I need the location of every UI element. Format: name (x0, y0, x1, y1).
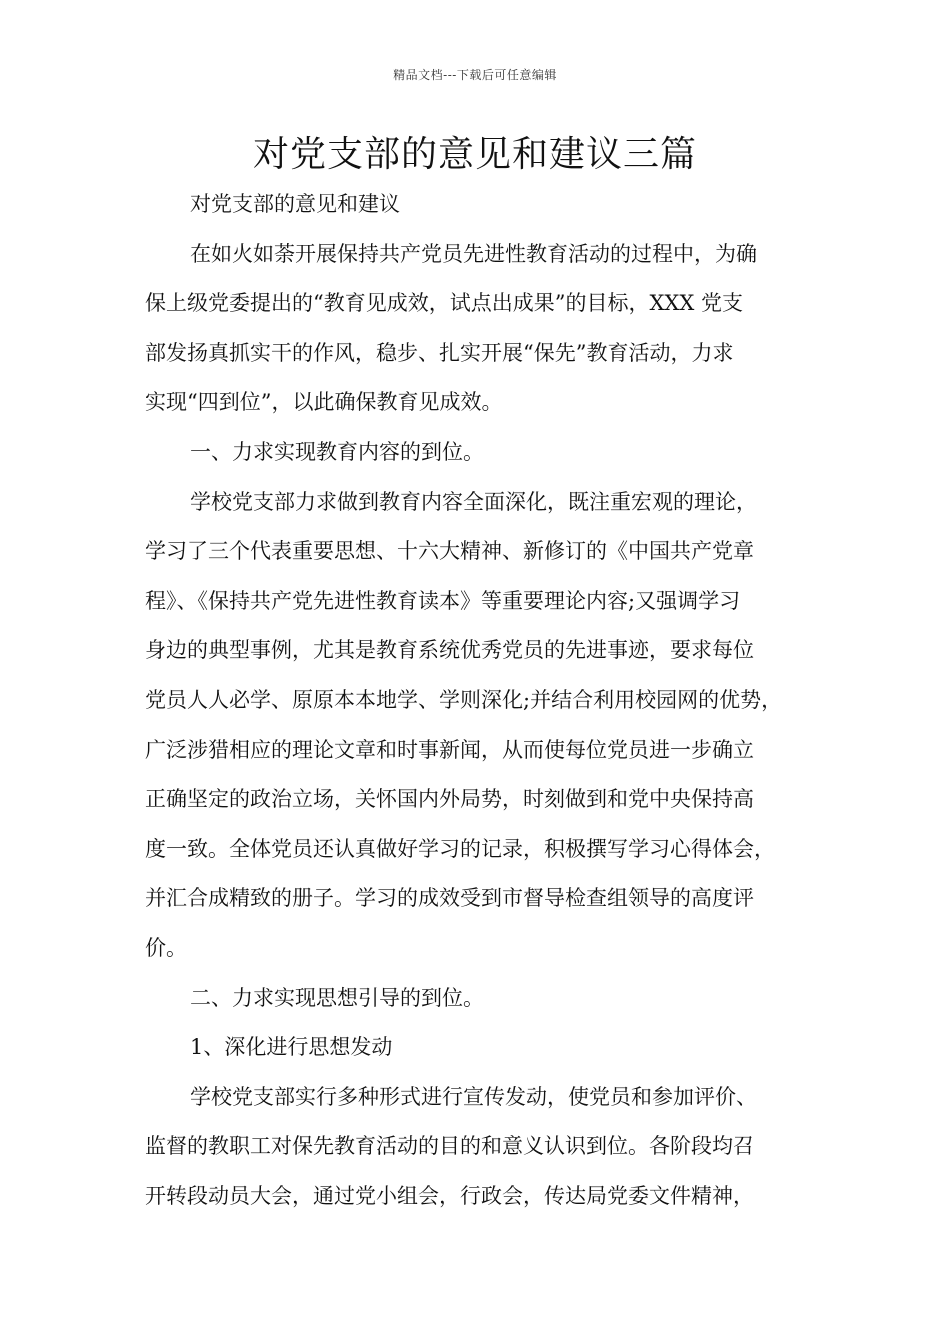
body-text-line: 正确坚定的政治立场，关怀国内外局势，时刻做到和党中央保持高 (145, 787, 754, 812)
body-text-line: 实现“四到位”，以此确保教育见成效。 (145, 390, 503, 415)
body-text-line: 广泛涉猎相应的理论文章和时事新闻，从而使每位党员进一步确立 (145, 737, 754, 762)
body-text-line: 在如火如荼开展保持共产党员先进性教育活动的过程中，为确 (190, 241, 757, 266)
document-body (145, 180, 815, 1221)
body-text-line: 监督的教职工对保先教育活动的目的和意义认识到位。各阶段均召 (145, 1134, 754, 1159)
body-text-line: 学习了三个代表重要思想、十六大精神、新修订的《中国共产党章 (145, 539, 754, 564)
body-text-line: 保上级党委提出的“教育见成效，试点出成果”的目标，XXX 党支 (145, 291, 743, 316)
body-text-line: 价。 (145, 935, 187, 960)
body-text-line: 一、力求实现教育内容的到位。 (190, 439, 484, 464)
body-text-line: 二、力求实现思想引导的到位。 (190, 985, 484, 1010)
body-text-line: 学校党支部力求做到教育内容全面深化，既注重宏观的理论， (190, 489, 757, 514)
page-header-note: 精品文档---下载后可任意编辑 (393, 68, 557, 82)
body-text-line: 对党支部的意见和建议 (190, 192, 400, 216)
body-text-line: 程》、《保持共产党先进性教育读本》等重要理论内容;又强调学习 (145, 588, 741, 613)
body-text-line: 身边的典型事例，尤其是教育系统优秀党员的先进事迹，要求每位 (145, 638, 754, 663)
body-text-line: 并汇合成精致的册子。学习的成效受到市督导检查组领导的高度评 (145, 886, 754, 911)
body-text-line: 党员人人必学、原原本本地学、学则深化;并结合利用校园网的优势， (145, 687, 783, 712)
document-title: 对党支部的意见和建议三篇 (252, 134, 697, 175)
body-text-line: 部发扬真抓实干的作风，稳步、扎实开展“保先”教育活动，力求 (145, 340, 734, 365)
body-text-line: 度一致。全体党员还认真做好学习的记录，积极撰写学习心得体会， (145, 836, 775, 861)
body-text-line: 学校党支部实行多种形式进行宣传发动，使党员和参加评价、 (190, 1084, 757, 1109)
body-text-line: 1、深化进行思想发动 (190, 1035, 393, 1060)
body-text-line: 开转段动员大会，通过党小组会，行政会，传达局党委文件精神， (145, 1183, 754, 1208)
